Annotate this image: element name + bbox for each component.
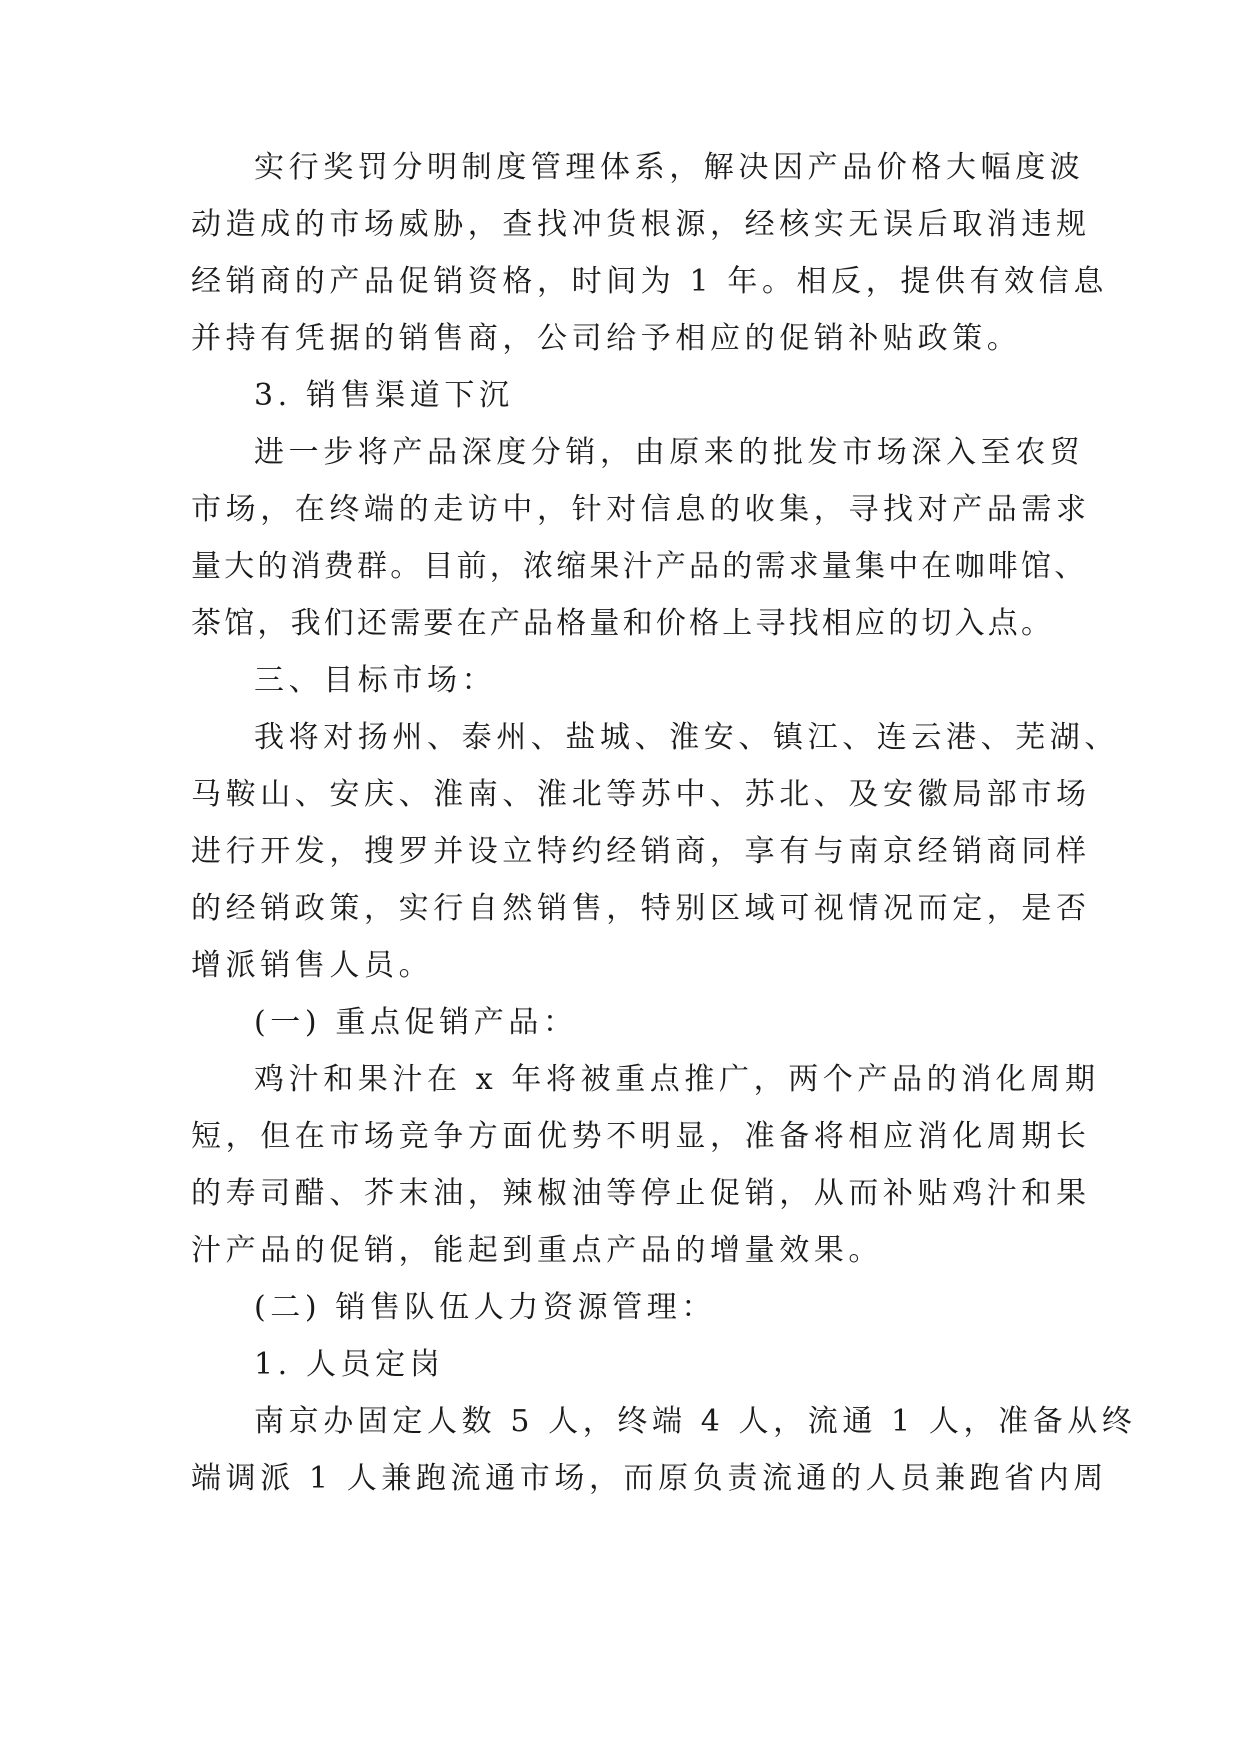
heading-key-products: (一) 重点促销产品：	[254, 1005, 578, 1040]
paragraph-channel-line-3: 量大的消费群。目前，浓缩果汁产品的需求量集中在咖啡馆、	[191, 549, 1088, 584]
paragraph-key-products-line-1: 鸡汁和果汁在 x 年将被重点推广，两个产品的消化周期	[254, 1062, 1100, 1097]
heading-target-market: 三、目标市场：	[254, 663, 497, 698]
paragraph-staff-line-2: 端调派 1 人兼跑流通市场，而原负责流通的人员兼跑省内周	[191, 1461, 1108, 1496]
paragraph-channel-line-4: 茶馆，我们还需要在产品格量和价格上寻找相应的切入点。	[191, 606, 1055, 641]
paragraph-reward-penalty-line-4: 并持有凭据的销售商，公司给予相应的促销补贴政策。	[191, 321, 1022, 356]
heading-staff-positions: 1. 人员定岗	[254, 1347, 445, 1382]
paragraph-target-market-line-1: 我将对扬州、泰州、盐城、淮安、镇江、连云港、芜湖、	[254, 720, 1119, 755]
paragraph-key-products-line-4: 汁产品的促销，能起到重点产品的增量效果。	[191, 1233, 883, 1268]
heading-sales-team-hr: (二) 销售队伍人力资源管理：	[254, 1290, 716, 1325]
paragraph-key-products-line-3: 的寿司醋、芥末油，辣椒油等停止促销，从而补贴鸡汁和果	[191, 1176, 1091, 1211]
paragraph-target-market-line-2: 马鞍山、安庆、淮南、淮北等苏中、苏北、及安徽局部市场	[191, 777, 1091, 812]
paragraph-staff-line-1: 南京办固定人数 5 人，终端 4 人，流通 1 人，准备从终	[254, 1404, 1137, 1439]
paragraph-target-market-line-5: 增派销售人员。	[191, 948, 434, 983]
paragraph-target-market-line-3: 进行开发，搜罗并设立特约经销商，享有与南京经销商同样	[191, 834, 1091, 869]
paragraph-reward-penalty-line-2: 动造成的市场威胁，查找冲货根源，经核实无误后取消违规	[191, 207, 1091, 242]
paragraph-target-market-line-4: 的经销政策，实行自然销售，特别区域可视情况而定，是否	[191, 891, 1091, 926]
paragraph-key-products-line-2: 短，但在市场竞争方面优势不明显，准备将相应消化周期长	[191, 1119, 1091, 1154]
paragraph-channel-line-1: 进一步将产品深度分销，由原来的批发市场深入至农贸	[254, 435, 1085, 470]
paragraph-reward-penalty-line-3: 经销商的产品促销资格，时间为 1 年。相反，提供有效信息	[191, 264, 1108, 299]
paragraph-reward-penalty-line-1: 实行奖罚分明制度管理体系，解决因产品价格大幅度波	[254, 150, 1085, 185]
paragraph-channel-line-2: 市场，在终端的走访中，针对信息的收集，寻找对产品需求	[191, 492, 1091, 527]
heading-sales-channel: 3. 销售渠道下沉	[254, 378, 514, 413]
